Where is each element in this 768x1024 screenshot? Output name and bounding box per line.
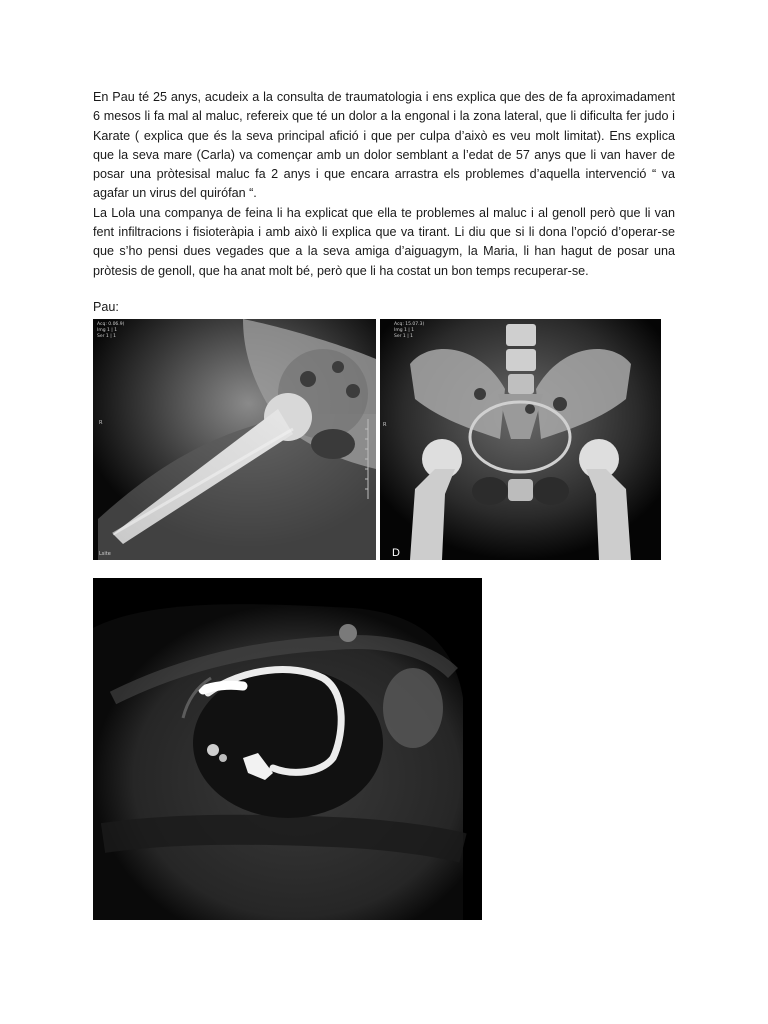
- xray-left-bottom-text: Lsite: [99, 551, 111, 557]
- xray-ap-pelvis-image: [380, 319, 661, 560]
- mri-arthrogram-image: [93, 578, 482, 920]
- paragraph-2: La Lola una companya de feina li ha explicat que ella te problemes al maluc i al genoll però que li van fent infiltracions i fisioteràpia i amb això li explica que va tirant. Li diu que si li dona l’opció d’operar-se que s’ho pensi dues vegades que a la seva amiga d’aiguagym, la Maria, li han hagut de posar una pròtesis de genoll, que ha anat molt bé, però que li ha costat un bon temps recuperar-se.: [93, 205, 675, 278]
- xray-right-tag-3: Ser 1 | 1: [394, 334, 414, 339]
- xray-right-tag-1: Acq: 15.07.3): [394, 322, 425, 327]
- paragraph-1: En Pau té 25 anys, acudeix a la consulta de traumatologia i ens explica que des de fa aproximadament 6 mesos li fa mal al maluc, refereix que té un dolor a la engonal i la zona lateral, que li dificulta fer judo i Karate ( explica que és la seva principal afició i que per culpa d’això es veu molt limitat). Ens explica que la seva mare (Carla) va començar amb un dolor semblant a l’edat de 57 anys que li van haver de posar una pròtesisal maluc fa 2 anys i que encara arrastra els problemes d’aquella intervenció “ va agafar un virus del quirófan “.: [93, 90, 675, 201]
- xray-left-tag-1: Acq: 0.06.9): [97, 322, 125, 327]
- xray-right-corner-letter: D: [392, 547, 400, 559]
- xray-left-tag-2: Img 1 | 1: [97, 328, 118, 333]
- xray-lateral-hip-image: [93, 319, 376, 560]
- xray-right-tag-2: Img 1 | 1: [394, 328, 415, 333]
- xray-right-side-marker: R: [383, 422, 387, 428]
- xray-left-side-marker: R: [99, 420, 103, 426]
- case-description: [93, 88, 675, 281]
- xray-left-tag-3: Ser 1 | 1: [97, 334, 117, 339]
- figure-label: Pau:: [93, 300, 119, 314]
